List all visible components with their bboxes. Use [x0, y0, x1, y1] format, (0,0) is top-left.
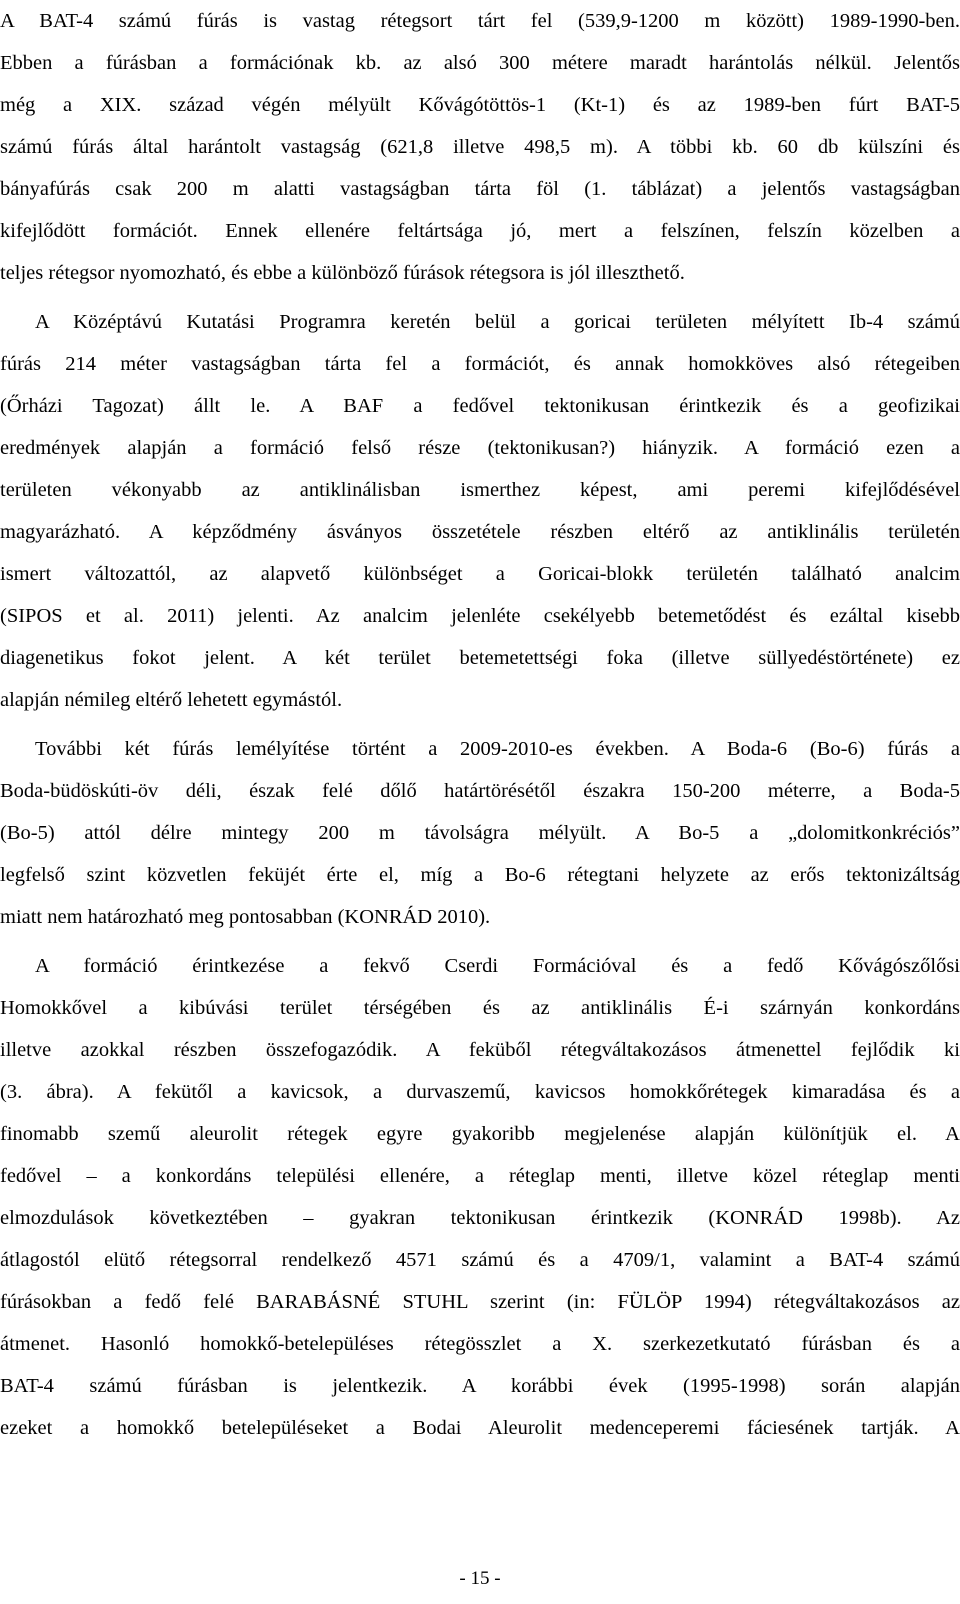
text-line: elmozdulások következtében – gyakran tektonikusan érintkezik (KONRÁD 1998b). Az	[0, 1207, 960, 1229]
text-line: fúrásokban a fedő felé BARABÁSNÉ STUHL szerint (in: FÜLÖP 1994) rétegváltakozásos az	[0, 1291, 960, 1313]
text-line: területen vékonyabb az antiklinálisban ismerthez képest, ami peremi kifejlődésével	[0, 479, 960, 501]
text-line: alapján némileg eltérő lehetett egymástól.	[0, 689, 343, 711]
paragraph-first-line: További két fúrás lemélyítése történt a 2009-2010-es években. A Boda-6 (Bo-6) fúrás a	[35, 738, 960, 760]
text-line: diagenetikus fokot jelent. A két terület betemetettségi foka (illetve süllyedéstörténete) ez	[0, 647, 960, 669]
text-line: még a XIX. század végén mélyült Kővágótöttös-1 (Kt-1) és az 1989-ben fúrt BAT-5	[0, 94, 960, 116]
text-line: magyarázható. A képződmény ásványos összetétele részben eltérő az antiklinális területén	[0, 521, 960, 543]
text-line: (Őrházi Tagozat) állt le. A BAF a fedővel tektonikusan érintkezik és a geofizikai	[0, 395, 960, 417]
text-line: Boda-büdöskúti-öv déli, észak felé dőlő határtörésétől északra 150-200 méterre, a Boda-5	[0, 780, 960, 802]
text-line: átmenet. Hasonló homokkő-betelepüléses rétegösszlet a X. szerkezetkutató fúrásban és a	[0, 1333, 960, 1355]
text-line: számú fúrás által harántolt vastagság (621,8 illetve 498,5 m). A többi kb. 60 db külszíni és	[0, 136, 960, 158]
text-line: fedővel – a konkordáns települési ellenére, a réteglap menti, illetve közel réteglap menti	[0, 1165, 960, 1187]
text-line: átlagostól elütő rétegsorral rendelkező 4571 számú és a 4709/1, valamint a BAT-4 számú	[0, 1249, 960, 1271]
text-line: legfelső szint közvetlen feküjét érte el, míg a Bo-6 rétegtani helyzete az erős tektonizáltság	[0, 864, 960, 886]
text-line: fúrás 214 méter vastagságban tárta fel a formációt, és annak homokköves alsó rétegeiben	[0, 353, 960, 375]
page-number: - 15 -	[459, 1568, 501, 1589]
paragraph-first-line: A formáció érintkezése a fekvő Cserdi Formációval és a fedő Kővágószőlősi	[35, 955, 960, 977]
text-line: kifejlődött formációt. Ennek ellenére feltártsága jó, mert a felszínen, felszín közelben a	[0, 220, 960, 242]
text-line: ezeket a homokkő betelepüléseket a Bodai Aleurolit medenceperemi fáciesének tartják. A	[0, 1417, 960, 1439]
text-line: A BAT-4 számú fúrás is vastag rétegsort tárt fel (539,9-1200 m között) 1989-1990-ben.	[0, 10, 960, 32]
text-line: BAT-4 számú fúrásban is jelentkezik. A korábbi évek (1995-1998) során alapján	[0, 1375, 960, 1397]
text-line: (Bo-5) attól délre mintegy 200 m távolságra mélyült. A Bo-5 a „dolomitkonkréciós”	[0, 822, 960, 844]
text-line: ismert változattól, az alapvető különbséget a Goricai-blokk területén található analcim	[0, 563, 960, 585]
text-line: finomabb szemű aleurolit rétegek egyre gyakoribb megjelenése alapján különítjük el. A	[0, 1123, 960, 1145]
text-line: (3. ábra). A fekütől a kavicsok, a durvaszemű, kavicsos homokkőrétegek kimaradása és a	[0, 1081, 960, 1103]
text-line: Ebben a fúrásban a formációnak kb. az alsó 300 métere maradt harántolás nélkül. Jelentős	[0, 52, 960, 74]
text-line: Homokkővel a kibúvási terület térségében és az antiklinális É-i szárnyán konkordáns	[0, 997, 960, 1019]
text-line: bányafúrás csak 200 m alatti vastagságban tárta föl (1. táblázat) a jelentős vastagságban	[0, 178, 960, 200]
text-line: miatt nem határozható meg pontosabban (KONRÁD 2010).	[0, 906, 491, 928]
text-line: eredmények alapján a formáció felső része (tektonikusan?) hiányzik. A formáció ezen a	[0, 437, 960, 459]
paragraph-first-line: A Középtávú Kutatási Programra keretén belül a goricai területen mélyített Ib-4 számú	[35, 311, 960, 333]
text-line: (SIPOS et al. 2011) jelenti. Az analcim jelenléte csekélyebb betemetődést és ezáltal kisebb	[0, 605, 960, 627]
text-line: teljes rétegsor nyomozható, és ebbe a különböző fúrások rétegsora is jól illeszthető.	[0, 262, 685, 284]
text-line: illetve azokkal részben összefogazódik. A feküből rétegváltakozásos átmenettel fejlődik ki	[0, 1039, 960, 1061]
